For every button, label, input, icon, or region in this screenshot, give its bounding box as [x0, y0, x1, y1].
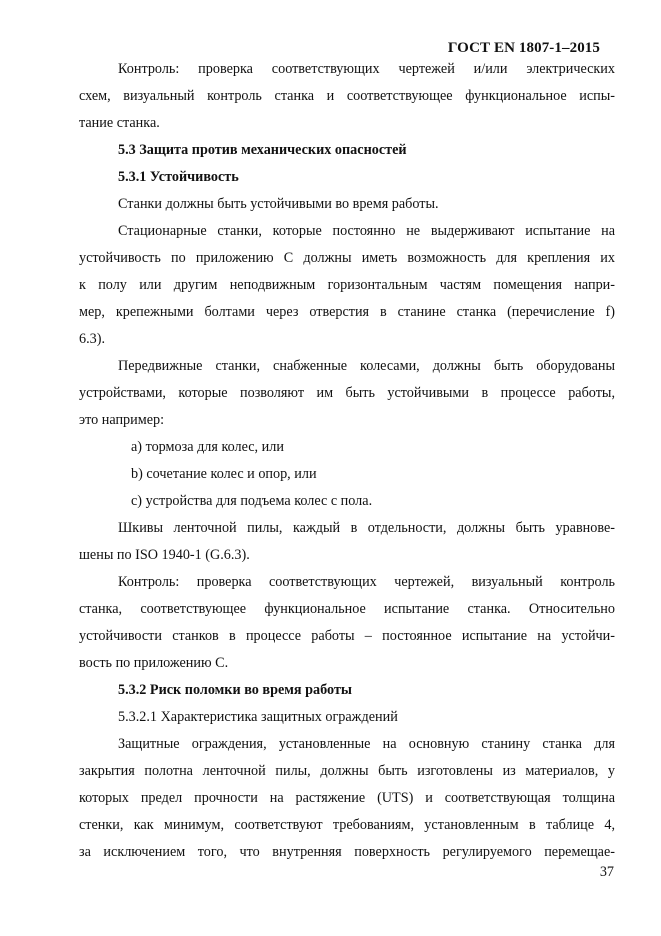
mobile-paragraph-line: Передвижные станки, снабженные колесами, должны быть оборудованы	[118, 358, 615, 374]
clause-heading-5-3-2-1: 5.3.2.1 Характеристика защитных ограждений	[118, 709, 398, 725]
section-heading-5-3: 5.3 Защита против механических опасностей	[118, 142, 407, 158]
guards-paragraph-line: за исключением того, что внутренняя поверхность регулируемого перемещае-	[79, 844, 615, 860]
stationary-paragraph-line: устойчивость по приложению С должны иметь возможность для крепления их	[79, 250, 615, 266]
guards-paragraph-line: закрытия полотна ленточной пилы, должны быть изготовлены из материалов, у	[79, 763, 615, 779]
subsection-heading-5-3-1: 5.3.1 Устойчивость	[118, 169, 239, 185]
control-paragraph-line: вость по приложению С.	[79, 655, 229, 671]
page-number: 37	[599, 864, 614, 880]
control-paragraph-line: схем, визуальный контроль станка и соответствующее функциональное испы-	[79, 88, 615, 104]
guards-paragraph-line: Защитные ограждения, установленные на основную станину станка для	[118, 736, 615, 752]
stationary-paragraph-line: 6.3).	[79, 331, 106, 347]
stability-paragraph-line: Станки должны быть устойчивыми во время работы.	[118, 196, 439, 212]
stationary-paragraph-line: к полу или другим неподвижным горизонтальным частям помещения напри-	[79, 277, 615, 293]
list-item-a: a) тормоза для колес, или	[131, 439, 284, 455]
pulley-paragraph-line: шены по ISO 1940-1 (G.6.3).	[79, 547, 250, 563]
list-item-c: c) устройства для подъема колес с пола.	[131, 493, 373, 509]
pulley-paragraph-line: Шкивы ленточной пилы, каждый в отдельности, должны быть уравнове-	[118, 520, 615, 536]
control-paragraph-line: тание станка.	[79, 115, 160, 131]
guards-paragraph-line: которых предел прочности на растяжение (UTS) и соответствующая толщина	[79, 790, 615, 806]
document-body	[79, 58, 615, 868]
document-header: ГОСТ EN 1807-1–2015	[447, 40, 600, 56]
mobile-paragraph-line: устройствами, которые позволяют им быть устойчивыми в процессе работы,	[79, 385, 615, 401]
stationary-paragraph-line: мер, крепежными болтами через отверстия в станине станка (перечисление f)	[79, 304, 615, 320]
control-paragraph-line: устойчивости станков в процессе работы – постоянное испытание на устойчи-	[79, 628, 615, 644]
control-paragraph-line: Контроль: проверка соответствующих чертежей и/или электрических	[118, 61, 615, 77]
stationary-paragraph-line: Стационарные станки, которые постоянно не выдерживают испытание на	[118, 223, 615, 239]
list-item-b: b) сочетание колес и опор, или	[131, 466, 317, 482]
subsection-heading-5-3-2: 5.3.2 Риск поломки во время работы	[118, 682, 352, 698]
guards-paragraph-line: стенки, как минимум, соответствуют требованиям, установленным в таблице 4,	[79, 817, 615, 833]
control-paragraph-line: станка, соответствующее функциональное испытание станка. Относительно	[79, 601, 615, 617]
mobile-paragraph-line: это например:	[79, 412, 165, 428]
control-paragraph-line: Контроль: проверка соответствующих чертежей, визуальный контроль	[118, 574, 615, 590]
